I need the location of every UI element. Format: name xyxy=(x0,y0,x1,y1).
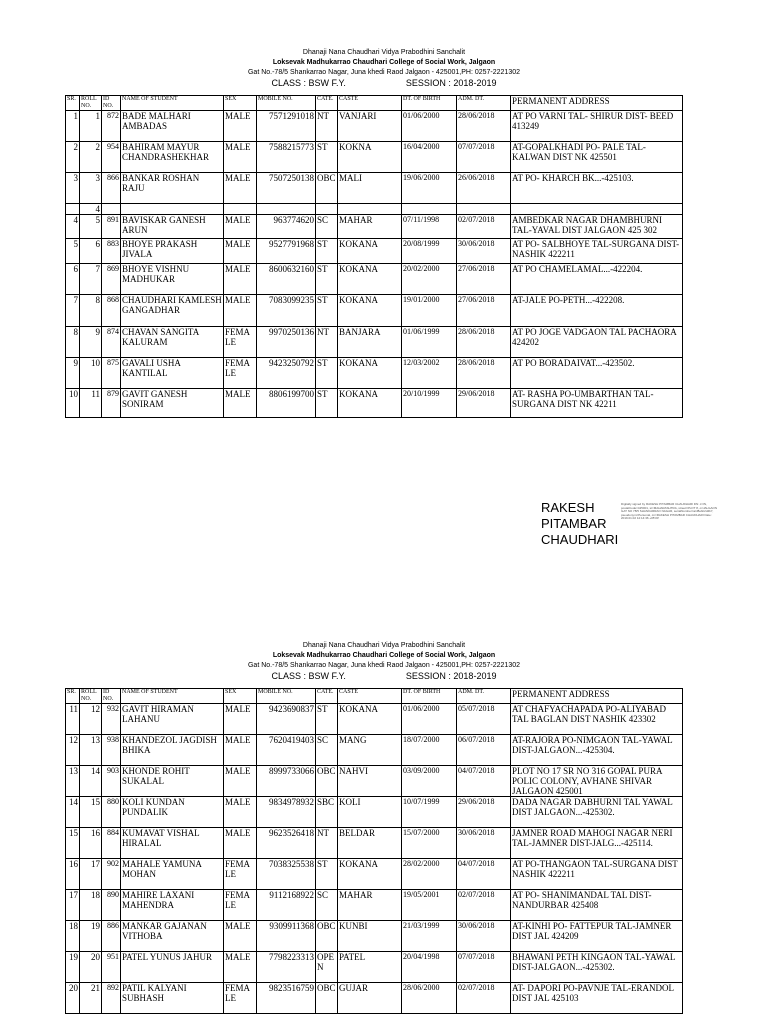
cell-adm: 30/06/2018 xyxy=(457,921,511,952)
cell-mobile: 9423690837 xyxy=(257,704,316,735)
student-table-page1 xyxy=(65,95,683,418)
cell-sex: MALE xyxy=(224,142,257,173)
cell-sr: 3 xyxy=(66,173,80,204)
cell-roll: 16 xyxy=(80,828,102,859)
cell-dob: 20/02/2000 xyxy=(402,264,457,295)
class-session-line xyxy=(0,78,768,89)
cell-id: 880 xyxy=(102,797,121,828)
cell-mobile: 7038325538 xyxy=(257,859,316,890)
cell-address: BHAWANI PETH KINGAON TAL-YAWAL DIST-JALGAON...-425302. xyxy=(511,952,683,983)
cell-id xyxy=(102,204,121,215)
cell-name: CHAVAN SANGITA KALURAM xyxy=(121,327,224,358)
cell-dob: 01/06/2000 xyxy=(402,111,457,142)
cell-address: DADA NAGAR DABHURNI TAL YAWAL DIST JALGAON...-425302. xyxy=(511,797,683,828)
cell-adm: 27/06/2018 xyxy=(457,295,511,327)
col-cate: CATE. xyxy=(316,689,338,704)
cell-sex: MALE xyxy=(224,264,257,295)
cell-id: 932 xyxy=(102,704,121,735)
cell-caste: GUJAR xyxy=(338,983,402,1014)
cell-adm: 30/06/2018 xyxy=(457,239,511,264)
cell-sex: MALE xyxy=(224,921,257,952)
cell-address: JAMNER ROAD MAHOGI NAGAR NERI TAL-JAMNER DIST-JALG...-425114. xyxy=(511,828,683,859)
cell-mobile: 7507250138 xyxy=(257,173,316,204)
cell-mobile: 7083099235 xyxy=(257,295,316,327)
cell-name: KOLI KUNDAN PUNDALIK xyxy=(121,797,224,828)
cell-id: 886 xyxy=(102,921,121,952)
cell-name: BADE MALHARI AMBADAS xyxy=(121,111,224,142)
cell-cate: OBC xyxy=(316,173,338,204)
cell-sr xyxy=(66,204,80,215)
college-address: Gat No.-78/5 Shankarrao Nagar, Juna khedi Raod Jalgaon - 425001,PH: 0257-2221302 xyxy=(247,69,521,76)
cell-mobile: 9527791968 xyxy=(257,239,316,264)
cell-sr: 4 xyxy=(66,215,80,239)
cell-sex: MALE xyxy=(224,111,257,142)
cell-dob: 28/06/2000 xyxy=(402,983,457,1014)
table-row xyxy=(66,921,683,952)
cell-dob: 21/03/1999 xyxy=(402,921,457,952)
cell-caste: VANJARI xyxy=(338,111,402,142)
col-sr: SR. xyxy=(66,689,80,704)
cell-name xyxy=(121,204,224,215)
cell-sr: 9 xyxy=(66,358,80,389)
col-sex: SEX xyxy=(224,96,257,111)
cell-mobile xyxy=(257,204,316,215)
college-address: Gat No.-78/5 Shankarrao Nagar, Juna khedi Raod Jalgaon - 425001,PH: 0257-2221302 xyxy=(247,662,521,669)
col-adm: ADM. DT. xyxy=(457,689,511,704)
cell-cate: NT xyxy=(316,111,338,142)
cell-cate: SC xyxy=(316,890,338,921)
cell-dob: 20/04/1998 xyxy=(402,952,457,983)
cell-mobile: 9970250136 xyxy=(257,327,316,358)
cell-roll: 4 xyxy=(80,204,102,215)
cell-sex: FEMALE xyxy=(224,327,257,358)
col-adm: ADM. DT. xyxy=(457,96,511,111)
cell-mobile: 9112168922 xyxy=(257,890,316,921)
cell-caste: KOKANA xyxy=(338,859,402,890)
table-row xyxy=(66,204,683,215)
cell-address: AT-RAJORA PO-NIMGAON TAL-YAWAL DIST-JALGAON...-425304. xyxy=(511,735,683,766)
cell-dob: 20/08/1999 xyxy=(402,239,457,264)
cell-roll: 5 xyxy=(80,215,102,239)
cell-caste: KUNBI xyxy=(338,921,402,952)
cell-adm: 05/07/2018 xyxy=(457,704,511,735)
cell-id: 868 xyxy=(102,295,121,327)
cell-adm: 29/06/2018 xyxy=(457,389,511,418)
table-header-row xyxy=(66,96,683,111)
cell-caste: KOKNA xyxy=(338,142,402,173)
cell-name: MAHIRE LAXANI MAHENDRA xyxy=(121,890,224,921)
cell-sr: 19 xyxy=(66,952,80,983)
cell-roll: 12 xyxy=(80,704,102,735)
cell-name: BAVISKAR GANESH ARUN xyxy=(121,215,224,239)
cell-address: AT-KINHI PO- FATTEPUR TAL-JAMNER DIST JAL 424209 xyxy=(511,921,683,952)
cell-adm: 07/07/2018 xyxy=(457,952,511,983)
cell-id: 874 xyxy=(102,327,121,358)
table-row xyxy=(66,828,683,859)
cell-roll: 8 xyxy=(80,295,102,327)
cell-address: AT PO VARNI TAL- SHIRUR DIST- BEED 413249 xyxy=(511,111,683,142)
cell-sr: 18 xyxy=(66,921,80,952)
cell-id: 892 xyxy=(102,983,121,1014)
table-row xyxy=(66,890,683,921)
cell-roll: 20 xyxy=(80,952,102,983)
cell-adm: 30/06/2018 xyxy=(457,828,511,859)
col-name: NAME OF STUDENT xyxy=(121,689,224,704)
cell-sex: MALE xyxy=(224,735,257,766)
table-row xyxy=(66,704,683,735)
cell-address: AT- RASHA PO-UMBARTHAN TAL-SURGANA DIST NK 42211 xyxy=(511,389,683,418)
session-label: SESSION : 2018-2019 xyxy=(405,671,497,681)
col-address: PERMANENT ADDRESS xyxy=(511,689,683,704)
cell-address: AT-JALE PO-PETH...-422208. xyxy=(511,295,683,327)
cell-name: GAVALI USHA KANTILAL xyxy=(121,358,224,389)
cell-roll: 11 xyxy=(80,389,102,418)
col-roll: ROLL NO. xyxy=(80,689,102,704)
cell-adm: 04/07/2018 xyxy=(457,766,511,797)
cell-dob: 28/02/2000 xyxy=(402,859,457,890)
table-header-row xyxy=(66,689,683,704)
cell-mobile: 9823516759 xyxy=(257,983,316,1014)
table-row xyxy=(66,797,683,828)
cell-cate: SC xyxy=(316,735,338,766)
cell-dob: 01/06/1999 xyxy=(402,327,457,358)
cell-caste: MALI xyxy=(338,173,402,204)
cell-sr: 20 xyxy=(66,983,80,1014)
cell-roll: 7 xyxy=(80,264,102,295)
cell-adm: 28/06/2018 xyxy=(457,358,511,389)
cell-dob: 12/03/2002 xyxy=(402,358,457,389)
cell-caste: KOLI xyxy=(338,797,402,828)
cell-sr: 15 xyxy=(66,828,80,859)
signature-stamp-text: Digitally signed by RAKESH PITAMBAR CHAUDHARI DN: c=IN, postalCode=425001, st=MAHARASHTRA, street=PLOT 8, o=JALGAON GAT NO 78/5 SHANKARRAO NAGAR, serialNumber=a1f8e9c2d4b7, pseudonym=Personal, cn=RAKESH PITAMBAR CHAUDHARI Date: 2019.01.02 12:14:36 +05'30' xyxy=(621,502,717,521)
cell-id: 875 xyxy=(102,358,121,389)
cell-sex: FEMALE xyxy=(224,890,257,921)
table-row xyxy=(66,215,683,239)
table-row xyxy=(66,983,683,1014)
cell-name: CHAUDHARI KAMLESH GANGADHAR xyxy=(121,295,224,327)
cell-id: 902 xyxy=(102,859,121,890)
col-mobile: MOBILE NO. xyxy=(257,96,316,111)
cell-sex: FEMALE xyxy=(224,983,257,1014)
cell-adm: 27/06/2018 xyxy=(457,264,511,295)
cell-dob: 15/07/2000 xyxy=(402,828,457,859)
cell-id: 891 xyxy=(102,215,121,239)
cell-mobile: 8806199700 xyxy=(257,389,316,418)
cell-roll: 14 xyxy=(80,766,102,797)
cell-name: GAVIT GANESH SONIRAM xyxy=(121,389,224,418)
cell-sex: MALE xyxy=(224,952,257,983)
cell-roll: 2 xyxy=(80,142,102,173)
cell-id: 883 xyxy=(102,239,121,264)
col-id: ID NO. xyxy=(102,96,121,111)
cell-roll: 3 xyxy=(80,173,102,204)
cell-roll: 1 xyxy=(80,111,102,142)
cell-caste: BELDAR xyxy=(338,828,402,859)
cell-mobile: 9623526418 xyxy=(257,828,316,859)
cell-dob: 20/10/1999 xyxy=(402,389,457,418)
cell-dob: 19/06/2000 xyxy=(402,173,457,204)
table-row xyxy=(66,735,683,766)
session-label: SESSION : 2018-2019 xyxy=(405,78,497,88)
cell-caste: KOKANA xyxy=(338,264,402,295)
cell-address: AT PO CHAMELAMAL...-422204. xyxy=(511,264,683,295)
cell-id: 951 xyxy=(102,952,121,983)
class-label: CLASS : BSW F.Y. xyxy=(271,671,346,681)
cell-name: PATIL KALYANI SUBHASH xyxy=(121,983,224,1014)
cell-caste: MAHAR xyxy=(338,215,402,239)
table-row xyxy=(66,327,683,358)
cell-address: PLOT NO 17 SR NO 316 GOPAL PURA POLIC COLONY, AVHANE SHIVAR JALGAON 425001 xyxy=(511,766,683,797)
table-row xyxy=(66,239,683,264)
cell-sex: MALE xyxy=(224,389,257,418)
cell-caste: MANG xyxy=(338,735,402,766)
table-row xyxy=(66,142,683,173)
cell-address: AT- DAPORI PO-PAVNJE TAL-ERANDOL DIST JAL 425103 xyxy=(511,983,683,1014)
cell-sex: FEMALE xyxy=(224,358,257,389)
cell-mobile: 7620419403 xyxy=(257,735,316,766)
table-row xyxy=(66,173,683,204)
cell-cate xyxy=(316,204,338,215)
cell-address xyxy=(511,204,683,215)
cell-name: MANKAR GAJANAN VITHOBA xyxy=(121,921,224,952)
cell-sex: MALE xyxy=(224,295,257,327)
col-mobile: MOBILE NO. xyxy=(257,689,316,704)
cell-id: 869 xyxy=(102,264,121,295)
cell-caste: KOKANA xyxy=(338,295,402,327)
cell-dob: 16/04/2000 xyxy=(402,142,457,173)
cell-sr: 14 xyxy=(66,797,80,828)
cell-id: 954 xyxy=(102,142,121,173)
cell-address: AT PO- KHARCH BK...-425103. xyxy=(511,173,683,204)
cell-sr: 8 xyxy=(66,327,80,358)
col-cate: CATE. xyxy=(316,96,338,111)
cell-adm xyxy=(457,204,511,215)
cell-address: AT CHAFYACHAPADA PO-ALIYABAD TAL BAGLAN DIST NASHIK 423302 xyxy=(511,704,683,735)
cell-cate: ST xyxy=(316,389,338,418)
table-row xyxy=(66,111,683,142)
table-row xyxy=(66,264,683,295)
cell-cate: NT xyxy=(316,327,338,358)
cell-mobile: 963774620 xyxy=(257,215,316,239)
col-address: PERMANENT ADDRESS xyxy=(511,96,683,111)
cell-adm: 28/06/2018 xyxy=(457,327,511,358)
cell-roll: 10 xyxy=(80,358,102,389)
cell-address: AT-GOPALKHADI PO- PALE TAL-KALWAN DIST NK 425501 xyxy=(511,142,683,173)
table-row xyxy=(66,952,683,983)
cell-roll: 13 xyxy=(80,735,102,766)
org-name: Dhanaji Nana Chaudhari Vidya Prabodhini Sanchalit xyxy=(302,49,466,56)
cell-caste: NAHVI xyxy=(338,766,402,797)
cell-roll: 17 xyxy=(80,859,102,890)
org-name: Dhanaji Nana Chaudhari Vidya Prabodhini Sanchalit xyxy=(302,642,466,649)
table-row xyxy=(66,389,683,418)
cell-roll: 9 xyxy=(80,327,102,358)
cell-cate: OPEN xyxy=(316,952,338,983)
cell-caste: MAHAR xyxy=(338,890,402,921)
cell-dob: 18/07/2000 xyxy=(402,735,457,766)
cell-caste: PATEL xyxy=(338,952,402,983)
page2-header xyxy=(0,641,768,682)
cell-caste: KOKANA xyxy=(338,389,402,418)
col-roll: ROLL NO. xyxy=(80,96,102,111)
col-caste: CASTE xyxy=(338,96,402,111)
cell-adm: 29/06/2018 xyxy=(457,797,511,828)
cell-address: AMBEDKAR NAGAR DHAMBHURNI TAL-YAVAL DIST JALGAON 425 302 xyxy=(511,215,683,239)
cell-sex xyxy=(224,204,257,215)
cell-sr: 5 xyxy=(66,239,80,264)
cell-mobile: 7798223313 xyxy=(257,952,316,983)
cell-sex: MALE xyxy=(224,215,257,239)
cell-dob: 10/07/1999 xyxy=(402,797,457,828)
col-sr: SR. xyxy=(66,96,80,111)
signer-name: RAKESH PITAMBAR CHAUDHARI xyxy=(541,500,619,547)
cell-caste: KOKANA xyxy=(338,704,402,735)
cell-roll: 19 xyxy=(80,921,102,952)
cell-sr: 1 xyxy=(66,111,80,142)
cell-sr: 17 xyxy=(66,890,80,921)
cell-adm: 04/07/2018 xyxy=(457,859,511,890)
cell-id: 938 xyxy=(102,735,121,766)
cell-cate: ST xyxy=(316,142,338,173)
col-id: ID NO. xyxy=(102,689,121,704)
cell-cate: ST xyxy=(316,264,338,295)
cell-sex: MALE xyxy=(224,173,257,204)
cell-sex: MALE xyxy=(224,828,257,859)
cell-dob: 19/05/2001 xyxy=(402,890,457,921)
cell-sex: MALE xyxy=(224,766,257,797)
table-row xyxy=(66,358,683,389)
cell-dob xyxy=(402,204,457,215)
cell-name: KUMAVAT VISHAL HIRALAL xyxy=(121,828,224,859)
col-dob: DT. OF BIRTH xyxy=(402,96,457,111)
cell-caste xyxy=(338,204,402,215)
cell-mobile: 7588215773 xyxy=(257,142,316,173)
cell-adm: 06/07/2018 xyxy=(457,735,511,766)
cell-cate: ST xyxy=(316,859,338,890)
col-sex: SEX xyxy=(224,689,257,704)
cell-address: AT PO BORADAIVAT...-423502. xyxy=(511,358,683,389)
table-row xyxy=(66,295,683,327)
cell-name: BAHIRAM MAYUR CHANDRASHEKHAR xyxy=(121,142,224,173)
cell-sex: FEMALE xyxy=(224,859,257,890)
cell-cate: OBC xyxy=(316,983,338,1014)
cell-sr: 10 xyxy=(66,389,80,418)
cell-mobile: 9423250792 xyxy=(257,358,316,389)
cell-address: AT PO-THANGAON TAL-SURGANA DIST NASHIK 422211 xyxy=(511,859,683,890)
col-caste: CASTE xyxy=(338,689,402,704)
cell-cate: ST xyxy=(316,239,338,264)
cell-name: BHOYE PRAKASH JIVALA xyxy=(121,239,224,264)
cell-dob: 01/06/2000 xyxy=(402,704,457,735)
cell-sex: MALE xyxy=(224,704,257,735)
cell-adm: 07/07/2018 xyxy=(457,142,511,173)
cell-dob: 03/09/2000 xyxy=(402,766,457,797)
cell-name: KHANDEZOL JAGDISH BHIKA xyxy=(121,735,224,766)
cell-roll: 18 xyxy=(80,890,102,921)
cell-dob: 07/11/1998 xyxy=(402,215,457,239)
cell-sex: MALE xyxy=(224,239,257,264)
cell-roll: 6 xyxy=(80,239,102,264)
cell-caste: KOKANA xyxy=(338,239,402,264)
cell-caste: KOKANA xyxy=(338,358,402,389)
cell-adm: 26/06/2018 xyxy=(457,173,511,204)
class-session-line xyxy=(0,671,768,682)
cell-sr: 6 xyxy=(66,264,80,295)
cell-sr: 7 xyxy=(66,295,80,327)
col-dob: DT. OF BIRTH xyxy=(402,689,457,704)
cell-adm: 28/06/2018 xyxy=(457,111,511,142)
cell-address: AT PO- SALBHOYE TAL-SURGANA DIST-NASHIK 422211 xyxy=(511,239,683,264)
cell-name: PATEL YUNUS JAHUR xyxy=(121,952,224,983)
cell-roll: 15 xyxy=(80,797,102,828)
page1-header xyxy=(0,48,768,89)
cell-cate: SBC xyxy=(316,797,338,828)
cell-cate: ST xyxy=(316,358,338,389)
cell-adm: 02/07/2018 xyxy=(457,983,511,1014)
cell-roll: 21 xyxy=(80,983,102,1014)
cell-id: 879 xyxy=(102,389,121,418)
cell-address: AT PO JOGE VADGAON TAL PACHAORA 424202 xyxy=(511,327,683,358)
student-table-page2 xyxy=(65,688,683,1014)
college-name: Loksevak Madhukarrao Chaudhari College of Social Work, Jalgaon xyxy=(272,59,496,66)
table-row xyxy=(66,766,683,797)
cell-adm: 02/07/2018 xyxy=(457,215,511,239)
cell-id: 903 xyxy=(102,766,121,797)
cell-id: 866 xyxy=(102,173,121,204)
col-name: NAME OF STUDENT xyxy=(121,96,224,111)
cell-name: BANKAR ROSHAN RAJU xyxy=(121,173,224,204)
cell-cate: ST xyxy=(316,704,338,735)
cell-cate: ST xyxy=(316,295,338,327)
cell-sr: 12 xyxy=(66,735,80,766)
cell-name: KHONDE ROHIT SUKALAL xyxy=(121,766,224,797)
cell-mobile: 9309911368 xyxy=(257,921,316,952)
cell-sr: 11 xyxy=(66,704,80,735)
cell-mobile: 7571291018 xyxy=(257,111,316,142)
cell-dob: 19/01/2000 xyxy=(402,295,457,327)
digital-signature xyxy=(541,500,721,555)
cell-sex: MALE xyxy=(224,797,257,828)
cell-mobile: 8999733066 xyxy=(257,766,316,797)
cell-cate: NT xyxy=(316,828,338,859)
cell-name: BHOYE VISHNU MADHUKAR xyxy=(121,264,224,295)
cell-id: 890 xyxy=(102,890,121,921)
college-name: Loksevak Madhukarrao Chaudhari College of Social Work, Jalgaon xyxy=(272,652,496,659)
cell-name: MAHALE YAMUNA MOHAN xyxy=(121,859,224,890)
cell-sr: 2 xyxy=(66,142,80,173)
cell-name: GAVIT HIRAMAN LAHANU xyxy=(121,704,224,735)
cell-id: 884 xyxy=(102,828,121,859)
cell-cate: OBC xyxy=(316,766,338,797)
cell-sr: 16 xyxy=(66,859,80,890)
cell-sr: 13 xyxy=(66,766,80,797)
cell-mobile: 9834978932 xyxy=(257,797,316,828)
table-row xyxy=(66,859,683,890)
cell-address: AT PO- SHANIMANDAL TAL DIST-NANDURBAR 425408 xyxy=(511,890,683,921)
cell-mobile: 8600632160 xyxy=(257,264,316,295)
class-label: CLASS : BSW F.Y. xyxy=(271,78,346,88)
cell-caste: BANJARA xyxy=(338,327,402,358)
cell-adm: 02/07/2018 xyxy=(457,890,511,921)
cell-cate: SC xyxy=(316,215,338,239)
cell-cate: OBC xyxy=(316,921,338,952)
cell-id: 872 xyxy=(102,111,121,142)
